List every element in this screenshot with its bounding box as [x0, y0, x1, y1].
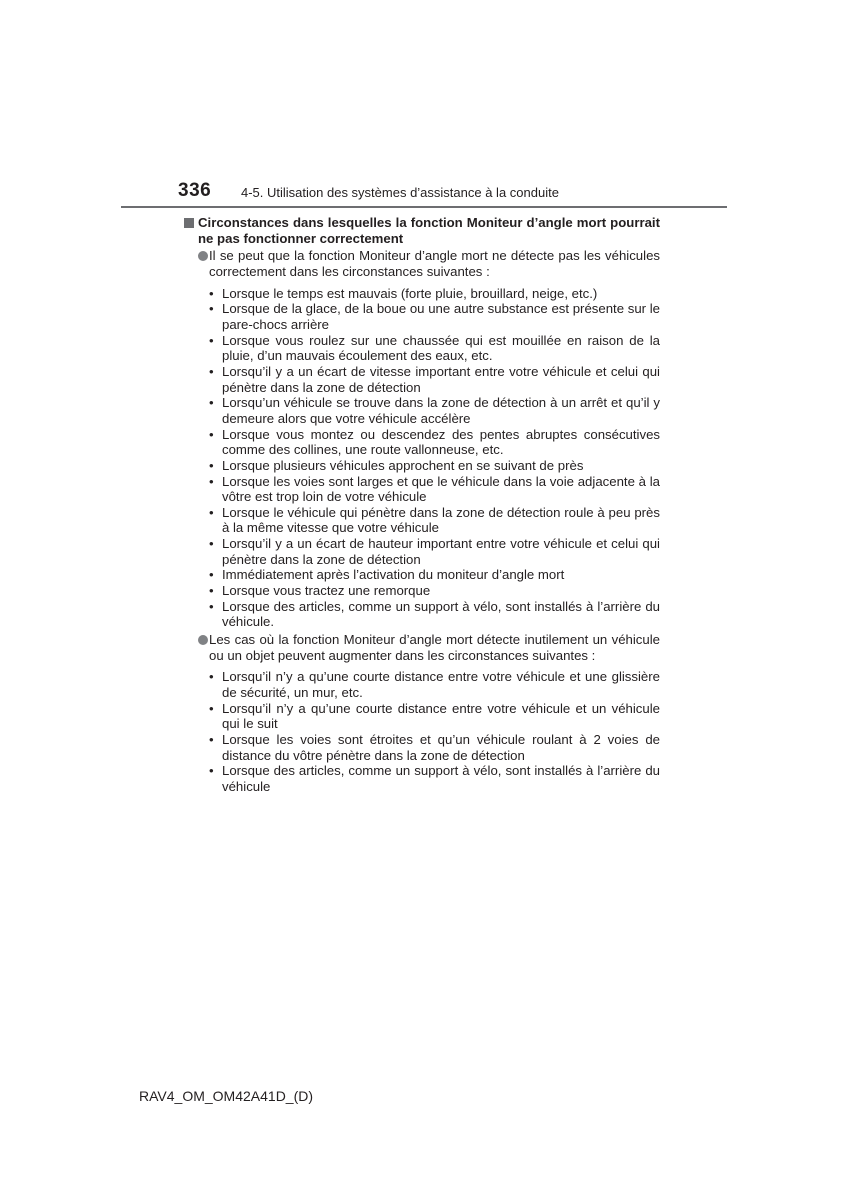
list-bullet-icon: •: [209, 457, 214, 473]
list-item: • Lorsque les voies sont étroites et qu’un véhicule roulant à 2 voies de distance du vôtre pénètre dans la zone de détection: [209, 732, 660, 763]
square-bullet-icon: [184, 218, 194, 228]
paragraph-intro: Les cas où la fonction Moniteur d’angle mort détecte inutilement un véhicule ou un objet peuvent augmenter dans les circonstances suivantes :: [209, 632, 660, 663]
list-item: • Lorsqu’il y a un écart de vitesse important entre votre véhicule et celui qui pénètre dans la zone de détection: [209, 363, 660, 395]
condition-list-1: [184, 286, 660, 630]
subsection-heading: [184, 215, 660, 246]
list-bullet-icon: •: [209, 285, 214, 301]
list-item: • Lorsque des articles, comme un support à vélo, sont installés à l’arrière du véhicule: [209, 763, 660, 794]
main-content: [184, 215, 660, 795]
section-title: 4-5. Utilisation des systèmes d’assistance à la conduite: [241, 185, 559, 200]
list-bullet-icon: •: [209, 763, 214, 779]
subsection-heading-text: Circonstances dans lesquelles la fonction Moniteur d’angle mort pourrait ne pas fonctionner correctement: [198, 215, 660, 246]
list-bullet-icon: •: [209, 363, 214, 379]
document-code: RAV4_OM_OM42A41D_(D): [139, 1088, 314, 1104]
circle-bullet-icon: [198, 251, 208, 261]
list-bullet-icon: •: [209, 567, 214, 583]
paragraph-detection-failure: [184, 248, 660, 279]
list-item: • Lorsque le temps est mauvais (forte pluie, brouillard, neige, etc.): [209, 285, 598, 301]
list-item: • Lorsque vous tractez une remorque: [209, 583, 431, 599]
list-item: • Lorsque vous montez ou descendez des pentes abruptes consécutives comme des collines, une route vallonneuse, etc.: [209, 426, 660, 458]
list-bullet-icon: •: [209, 395, 214, 411]
list-item: • Immédiatement après l’activation du moniteur d’angle mort: [209, 567, 565, 583]
list-bullet-icon: •: [209, 301, 214, 317]
page-number: 336: [178, 180, 212, 201]
list-bullet-icon: •: [209, 536, 214, 552]
list-bullet-icon: •: [209, 700, 214, 716]
list-item: • Lorsqu’il n’y a qu’une courte distance entre votre véhicule et une glissière de sécurité, un mur, etc.: [209, 669, 660, 701]
list-item: • Lorsqu’il y a un écart de hauteur important entre votre véhicule et celui qui pénètre dans la zone de détection: [209, 536, 660, 567]
list-item: • Lorsque plusieurs véhicules approchent en se suivant de près: [209, 457, 584, 473]
circle-bullet-icon: [198, 635, 208, 645]
list-bullet-icon: •: [209, 669, 214, 685]
list-bullet-icon: •: [209, 504, 214, 520]
list-bullet-icon: •: [209, 598, 214, 614]
list-bullet-icon: •: [209, 473, 214, 489]
paragraph-false-detection: [184, 632, 660, 663]
list-bullet-icon: •: [209, 332, 214, 348]
paragraph-intro: Il se peut que la fonction Moniteur d’angle mort ne détecte pas les véhicules correctement dans les circonstances suivantes :: [209, 248, 660, 279]
list-item: • Lorsqu’un véhicule se trouve dans la zone de détection à un arrêt et qu’il y demeure alors que votre véhicule accélère: [209, 395, 660, 426]
header-divider: [121, 206, 727, 208]
list-item: • Lorsque des articles, comme un support à vélo, sont installés à l’arrière du véhicule.: [209, 598, 660, 630]
list-item: • Lorsque les voies sont larges et que le véhicule dans la voie adjacente à la vôtre est trop loin de votre véhicule: [209, 473, 660, 505]
condition-list-2: [184, 669, 660, 794]
list-item: • Lorsque de la glace, de la boue ou une autre substance est présente sur le pare-chocs arrière: [209, 301, 660, 332]
list-item: • Lorsqu’il n’y a qu’une courte distance entre votre véhicule et un véhicule qui le suit: [209, 700, 660, 732]
list-bullet-icon: •: [209, 732, 214, 747]
list-bullet-icon: •: [209, 583, 214, 599]
list-item: • Lorsque le véhicule qui pénètre dans la zone de détection roule à peu près à la même vitesse que votre véhicule: [209, 504, 660, 536]
list-bullet-icon: •: [209, 426, 214, 442]
list-item: • Lorsque vous roulez sur une chaussée qui est mouillée en raison de la pluie, d’un mauvais écoulement des eaux, etc.: [209, 332, 660, 364]
